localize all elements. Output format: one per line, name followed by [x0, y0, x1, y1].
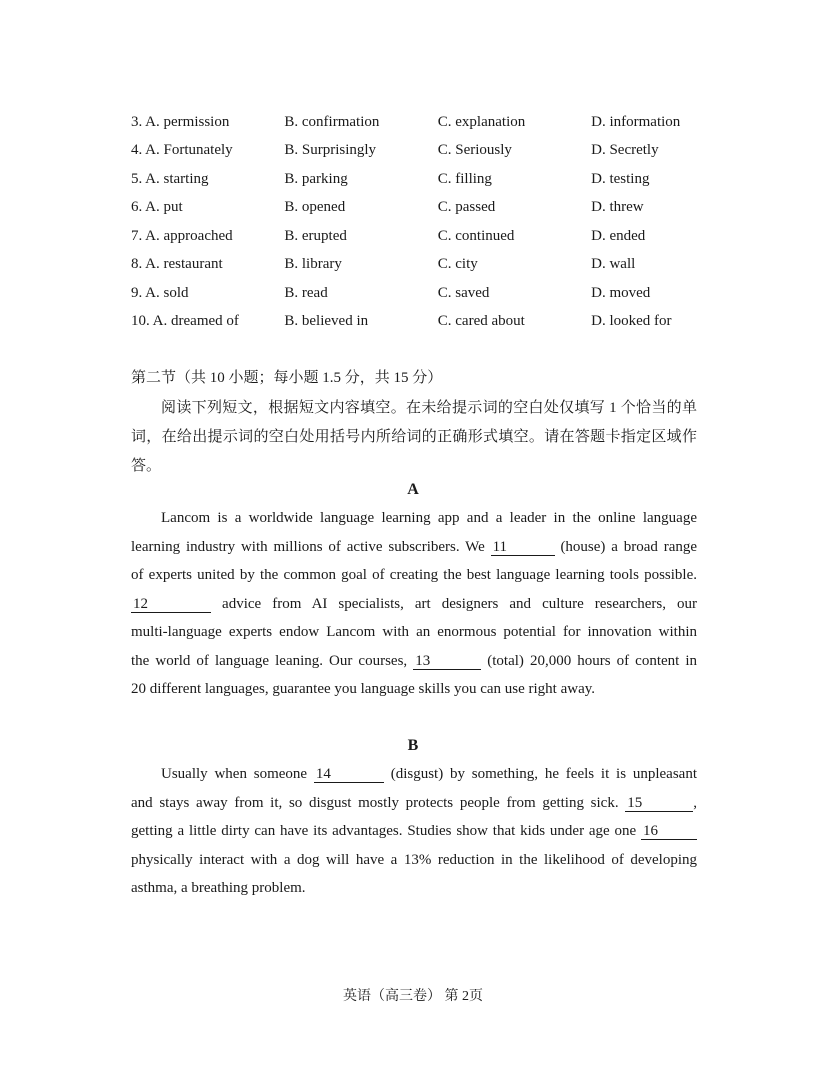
option-row — [131, 222, 731, 251]
text-segment: getting a little dirty can have its advantages. Studies show that kids under age one — [131, 823, 637, 839]
passage-line: 20 different languages, guarantee you language skills you can use right away. — [131, 681, 596, 697]
text-segment: (house) a broad range — [560, 538, 698, 555]
passage-a — [131, 504, 697, 704]
passage-a-title: A — [407, 481, 419, 498]
option-choice: D. wall — [591, 256, 636, 273]
blank-13: 13 — [413, 653, 481, 670]
option-choice: C. continued — [437, 227, 515, 244]
option-choice: 10. A. dreamed of — [131, 313, 239, 330]
options-table — [131, 108, 731, 336]
option-choice: 5. A. starting — [131, 170, 209, 187]
option-choice: C. passed — [437, 199, 496, 216]
option-row — [131, 251, 731, 280]
page-footer: 英语（高三卷） 第 2页 — [343, 989, 483, 1004]
option-row — [131, 108, 731, 137]
passage-line — [131, 647, 697, 676]
text-segment: advice from AI specialists, art designers and culture researchers, our — [222, 595, 697, 612]
passage-line — [131, 533, 697, 562]
text-segment: the world of language leaning. Our courses, — [131, 652, 408, 669]
option-choice: B. read — [284, 284, 328, 301]
option-choice: B. believed in — [284, 313, 369, 330]
option-choice: 6. A. put — [131, 199, 183, 216]
passage-line: asthma, a breathing problem. — [131, 880, 306, 896]
blank-12: 12 — [131, 596, 211, 613]
option-choice: B. confirmation — [284, 113, 380, 130]
section-instructions: 阅读下列短文，根据短文内容填空。在未给提示词的空白处仅填写 1 个恰当的单词，在给出提示词的空白处用括号内所给词的正确形式填空。请在答题卡指定区域作答。 — [131, 400, 697, 474]
blank-16: 16 — [641, 823, 697, 840]
passage-line — [131, 817, 697, 846]
text-segment: Usually when someone — [161, 766, 308, 782]
option-choice: B. erupted — [284, 227, 347, 244]
option-choice: 4. A. Fortunately — [131, 142, 233, 159]
option-choice: 9. A. sold — [131, 284, 189, 301]
blank-14: 14 — [314, 766, 384, 783]
option-choice: D. ended — [591, 227, 646, 244]
option-choice: B. Surprisingly — [284, 142, 377, 159]
option-choice: D. moved — [591, 284, 651, 301]
option-choice: C. city — [437, 256, 478, 273]
passage-line: of experts united by the common goal of creating the best language learning tools possible. — [131, 567, 697, 583]
text-segment: (total) 20,000 hours of content in — [487, 652, 698, 669]
option-choice: C. explanation — [437, 113, 526, 130]
text-segment: (disgust) by something, he feels it is unpleasant — [390, 766, 698, 782]
passage-line — [131, 760, 697, 789]
passage-line — [131, 789, 697, 818]
text-segment: learning industry with millions of active subscribers. We — [131, 538, 485, 555]
text-segment: , — [693, 794, 698, 811]
option-choice: B. opened — [284, 199, 346, 216]
option-choice: 8. A. restaurant — [131, 256, 223, 273]
text-segment: and stays away from it, so disgust mostly protects people from getting sick. — [131, 794, 619, 811]
option-choice: D. threw — [591, 199, 644, 216]
passage-line — [131, 590, 697, 619]
blank-15: 15 — [625, 795, 693, 812]
option-choice: D. looked for — [591, 313, 672, 330]
option-choice: C. saved — [437, 284, 490, 301]
option-choice: D. information — [591, 113, 681, 130]
passage-b-title: B — [407, 737, 419, 754]
passage-line: multi-language experts endow Lancom with an enormous potential for innovation within — [131, 624, 697, 640]
passage-line: physically interact with a dog will have a 13% reduction in the likelihood of developing — [131, 851, 697, 868]
option-choice: C. cared about — [437, 313, 525, 330]
passage-b — [131, 760, 697, 903]
option-choice: 7. A. approached — [131, 227, 233, 244]
option-choice: D. testing — [591, 170, 650, 187]
section-heading: 第二节（共 10 小题；每小题 1.5 分，共 15 分） — [131, 370, 443, 386]
option-choice: B. library — [284, 256, 342, 273]
option-row — [131, 194, 731, 223]
option-row — [131, 279, 731, 308]
option-choice: 3. A. permission — [131, 113, 230, 130]
option-choice: C. Seriously — [437, 142, 512, 159]
option-choice: B. parking — [284, 170, 348, 187]
option-row — [131, 308, 731, 337]
option-choice: C. filling — [437, 170, 492, 187]
option-choice: D. Secretly — [591, 142, 659, 159]
option-row — [131, 165, 731, 194]
passage-line: Lancom is a worldwide language learning app and a leader in the online language — [161, 510, 697, 526]
option-row — [131, 137, 731, 166]
blank-11: 11 — [491, 539, 555, 556]
